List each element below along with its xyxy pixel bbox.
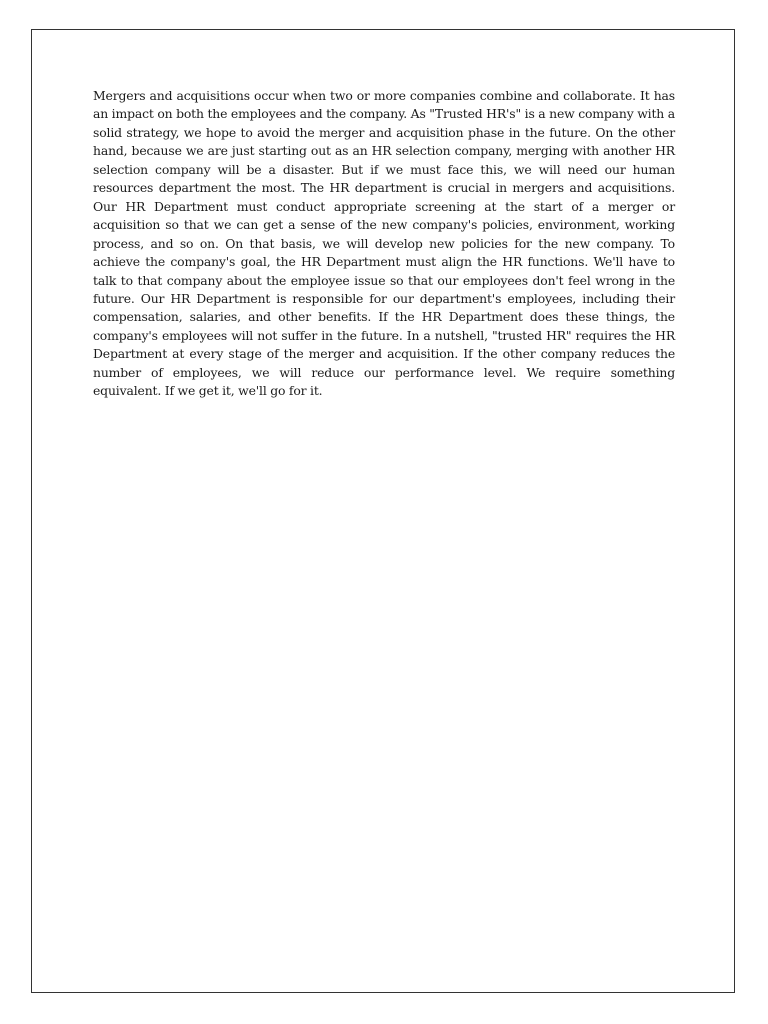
body-paragraph: Mergers and acquisitions occur when two or more companies combine and collaborate. It has an impact on both the employees and the company. As "Trusted HR's" is a new company with a solid strategy, we hope to avoid the merger and acquisition phase in the future. On the other hand, because we are just starting out as an HR selection company, merging with another HR selection company will be a disaster. But if we must face this, we will need our human resources department the most. The HR department is crucial in mergers and acquisitions. Our HR Department must conduct appropriate screening at the start of a merger or acquisition so that we can get a sense of the new company's policies, environment, working process, and so on. On that basis, we will develop new policies for the new company. To achieve the company's goal, the HR Department must align the HR functions. We'll have to talk to that company about the employee issue so that our employees don't feel wrong in the future. Our HR Department is responsible for our department's employees, including their compensation, salaries, and other benefits. If the HR Department does these things, the company's employees will not suffer in the future. In a nutshell, "trusted HR" requires the HR Department at every stage of the merger and acquisition. If the other company reduces the number of employees, we will reduce our performance level. We require something equivalent. If we get it, we'll go for it. — [93, 88, 675, 399]
document-page — [31, 29, 735, 993]
